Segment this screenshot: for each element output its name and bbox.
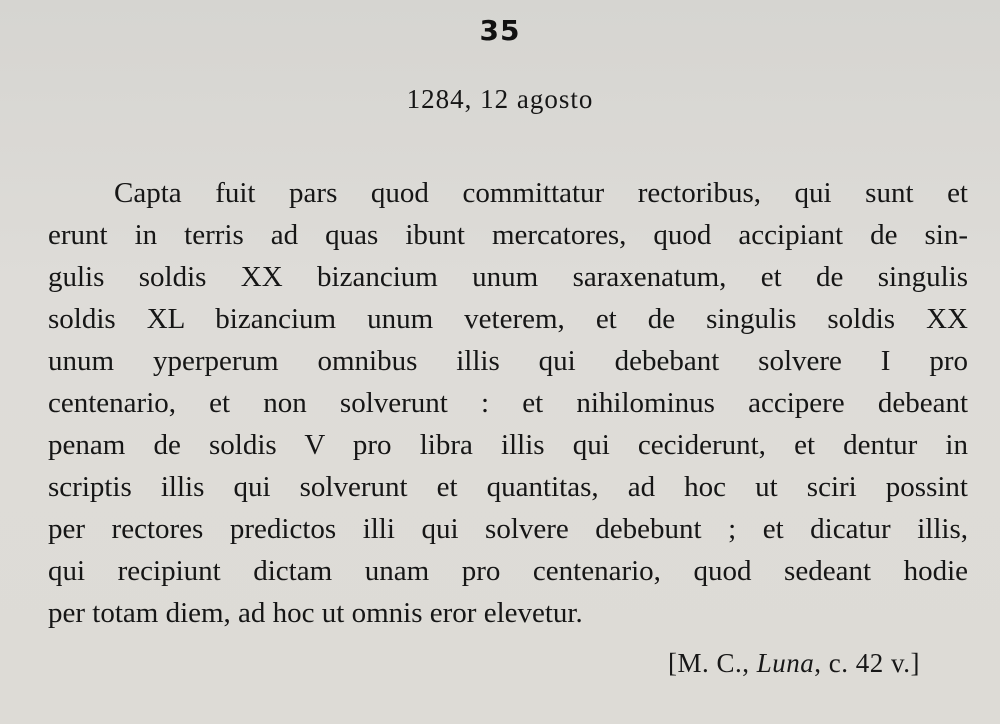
document-number: 35: [479, 14, 521, 47]
body-line: soldis XL bizancium unum veterem, et de singulis soldis XX: [48, 303, 968, 335]
citation-register-name: Luna: [756, 648, 815, 678]
body-line: erunt in terris ad quas ibunt mercatores, quod accipiant de sin-: [48, 219, 968, 251]
citation-prefix: [M. C.,: [667, 648, 757, 678]
body-line: unum yperperum omnibus illis qui debebant solvere I pro: [48, 345, 968, 377]
body-line: scriptis illis qui solverunt et quantitas, ad hoc ut sciri possint: [48, 471, 968, 503]
body-line: per totam diem, ad hoc ut omnis eror elevetur.: [48, 597, 583, 629]
body-line: centenario, et non solverunt : et nihilominus accipere debeant: [48, 387, 968, 419]
body-line: Capta fuit pars quod committatur rectoribus, qui sunt et: [114, 177, 968, 209]
body-line: gulis soldis XX bizancium unum saraxenatum, et de singulis: [48, 261, 968, 293]
citation-suffix: , c. 42 v.]: [814, 648, 920, 678]
document-date: 1284, 12 agosto: [406, 84, 594, 114]
document-body: [48, 172, 968, 634]
archival-citation: [668, 648, 920, 679]
body-line: per rectores predictos illi qui solvere debebunt ; et dicatur illis,: [48, 513, 968, 545]
body-line: qui recipiunt dictam unam pro centenario, quod sedeant hodie: [48, 555, 968, 587]
body-line: penam de soldis V pro libra illis qui ceciderunt, et dentur in: [48, 429, 968, 461]
